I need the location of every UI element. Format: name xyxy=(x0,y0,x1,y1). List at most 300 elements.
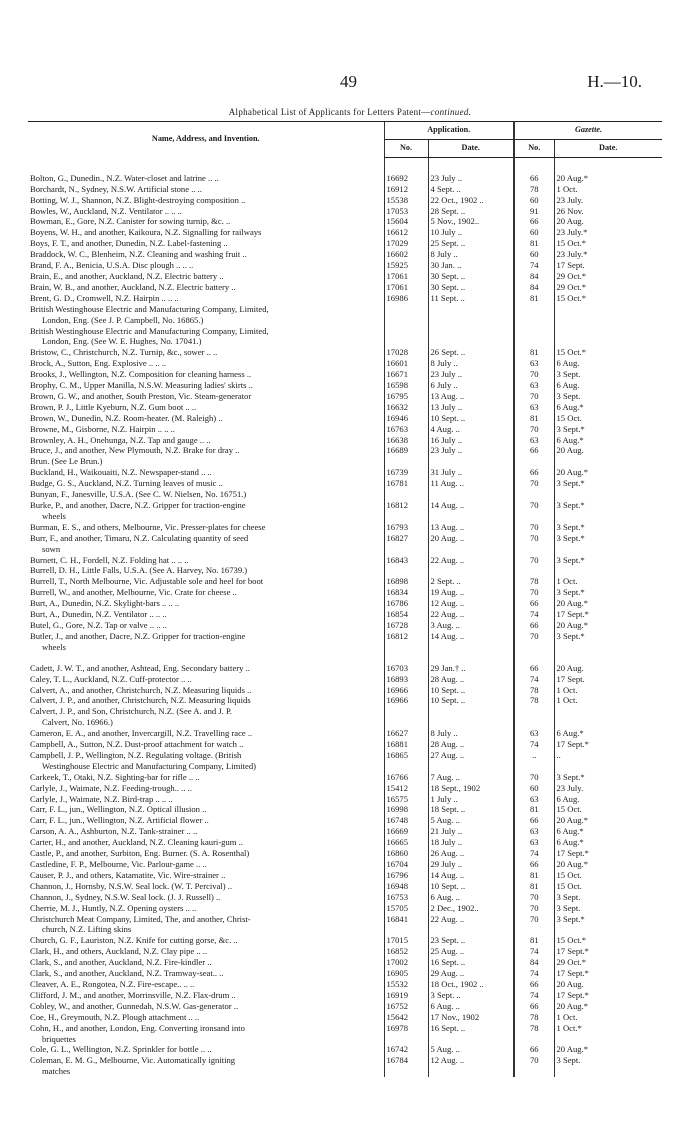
table-row xyxy=(28,750,662,772)
gazette-number-cell: 70 xyxy=(514,391,554,402)
application-number-cell: 16898 xyxy=(384,576,428,587)
applicant-text: Cherrie, M. J., Huntly, N.Z. Opening oysters .. .. xyxy=(30,902,197,913)
gazette-number-cell: 78 xyxy=(514,184,554,195)
gazette-date-cell: 29 Oct.* xyxy=(554,957,662,968)
applicant-name-cell xyxy=(28,227,384,238)
gazette-date-cell xyxy=(554,456,662,467)
applicant-text: Brownley, A. H., Onehunga, N.Z. Tap and gauge .. .. xyxy=(30,434,211,445)
application-number-cell: 16601 xyxy=(384,358,428,369)
table-row xyxy=(28,815,662,826)
gazette-number-cell: 81 xyxy=(514,293,554,304)
applicant-text: Christchurch Meat Company, Limited, The, and another, Christ- xyxy=(30,913,251,924)
application-date-cell: 17 Nov., 1902 xyxy=(428,1012,514,1023)
gazette-number-cell: 70 xyxy=(514,500,554,522)
application-date-cell: 13 Aug. .. xyxy=(428,391,514,402)
applicant-text: Burt, A., Dunedin, N.Z. Ventilator .. .. .. xyxy=(30,609,167,620)
application-date-cell: 18 Sept., 1902 xyxy=(428,783,514,794)
applicant-text: Butel, G., Gore, N.Z. Tap or valve .. .. .. xyxy=(30,619,167,630)
applicant-text: Cohn, H., and another, London, Eng. Converting ironsand into xyxy=(30,1022,245,1033)
applicant-name-cell xyxy=(28,445,384,456)
gazette-number-cell: 66 xyxy=(514,467,554,478)
gazette-number-cell: 66 xyxy=(514,979,554,990)
table-body xyxy=(28,157,662,1077)
applicant-text: Brand, F. A., Benicia, U.S.A. Disc plough .. .. .. xyxy=(30,260,194,271)
applicant-text: Coleman, E. M. G., Melbourne, Vic. Automatically igniting xyxy=(30,1055,236,1066)
applicant-name-cell xyxy=(28,990,384,1001)
application-number-cell: 16669 xyxy=(384,826,428,837)
applicant-text-continued: wheels xyxy=(42,510,66,521)
applicant-name-cell xyxy=(28,706,384,728)
application-number-cell: 16752 xyxy=(384,1001,428,1012)
gazette-date-cell: 17 Sept.* xyxy=(554,848,662,859)
applicant-text: Carr, F. L., jun., Wellington, N.Z. Artificial flower .. xyxy=(30,815,209,826)
applicant-text: Cole, G. L., Wellington, N.Z. Sprinkler for bottle .. .. xyxy=(30,1044,212,1055)
application-date-cell: 8 July .. xyxy=(428,358,514,369)
applicant-name-cell xyxy=(28,620,384,631)
table-row xyxy=(28,347,662,358)
gazette-number-cell: 70 xyxy=(514,914,554,936)
table-row xyxy=(28,837,662,848)
gazette-no-header: No. xyxy=(514,139,554,157)
gazette-date-cell: 3 Sept.* xyxy=(554,631,662,653)
gazette-date-cell: 1 Oct. xyxy=(554,695,662,706)
gazette-number-cell: 78 xyxy=(514,1012,554,1023)
application-number-cell xyxy=(384,456,428,467)
gazette-number-cell: 84 xyxy=(514,282,554,293)
applicant-text-continued: wheels xyxy=(42,641,66,652)
gazette-number-cell: 66 xyxy=(514,216,554,227)
gazette-date-cell: 29 Oct.* xyxy=(554,271,662,282)
applicant-text: Brown, G. W., and another, South Preston, Vic. Steam-generator xyxy=(30,390,252,401)
application-date-cell: 18 Sept. .. xyxy=(428,804,514,815)
table-row xyxy=(28,903,662,914)
applicant-text: Boys, F. T., and another, Dunedin, N.Z. Label-fastening .. xyxy=(30,238,228,249)
gazette-number-cell: 78 xyxy=(514,576,554,587)
gazette-date-cell: 17 Sept.* xyxy=(554,990,662,1001)
applicant-name-cell xyxy=(28,576,384,587)
applicant-text: Clark, S., and another, Auckland, N.Z. Fire-kindler .. xyxy=(30,957,212,968)
gazette-date-cell: 3 Sept.* xyxy=(554,533,662,555)
application-date-cell: 13 July .. xyxy=(428,402,514,413)
applicant-text: Bunyan, F., Janesville, U.S.A. (See C. W. Nielsen, No. 16751.) xyxy=(30,489,247,500)
application-date-cell: 27 Aug. .. xyxy=(428,750,514,772)
gazette-date-cell: 15 Oct.* xyxy=(554,347,662,358)
application-number-cell: 15412 xyxy=(384,783,428,794)
application-date-cell xyxy=(428,489,514,500)
application-date-cell: 29 Aug. .. xyxy=(428,968,514,979)
gazette-date-cell: 15 Oct.* xyxy=(554,293,662,304)
application-date-cell xyxy=(428,565,514,576)
application-date-cell: 26 Sept. .. xyxy=(428,347,514,358)
gazette-date-cell: 15 Oct.* xyxy=(554,935,662,946)
table-row xyxy=(28,369,662,380)
gazette-number-cell: 81 xyxy=(514,881,554,892)
application-date-cell: 25 Aug. .. xyxy=(428,946,514,957)
name-column-header: Name, Address, and Invention. xyxy=(28,122,384,158)
gazette-date-cell xyxy=(554,304,662,326)
applicant-name-cell xyxy=(28,216,384,227)
gazette-number-cell: 74 xyxy=(514,674,554,685)
table-row xyxy=(28,870,662,881)
application-number-cell: 16966 xyxy=(384,695,428,706)
gazette-number-cell: 63 xyxy=(514,728,554,739)
gazette-date-cell: 20 Aug. xyxy=(554,979,662,990)
applicant-text: Botting, W. J., Shannon, N.Z. Blight-destroying composition .. xyxy=(30,194,246,205)
table-row xyxy=(28,184,662,195)
application-date-cell: 8 July .. xyxy=(428,728,514,739)
gazette-date-cell: 1 Oct. xyxy=(554,184,662,195)
application-number-cell xyxy=(384,489,428,500)
applicant-text: Carr, F. L., jun., Wellington, N.Z. Optical illusion .. xyxy=(30,804,207,815)
applicant-name-cell xyxy=(28,946,384,957)
gazette-date-cell: 3 Sept. xyxy=(554,1055,662,1077)
applicant-text: Braddock, W. C., Blenheim, N.Z. Cleaning and washing fruit .. xyxy=(30,249,247,260)
gazette-number-cell: 81 xyxy=(514,347,554,358)
applicant-name-cell xyxy=(28,304,384,326)
table-row xyxy=(28,794,662,805)
applicant-text: Brain, E., and another, Auckland, N.Z. Electric battery .. xyxy=(30,270,224,281)
table-row xyxy=(28,609,662,620)
application-date-cell: 16 Sept. .. xyxy=(428,957,514,968)
applicant-name-cell xyxy=(28,598,384,609)
gazette-number-cell: 63 xyxy=(514,402,554,413)
applicant-text: Cobley, W., and another, Gunnedah, N.S.W. Gas-generator .. xyxy=(30,1000,239,1011)
applicant-text: Clifford, J. M., and another, Morrinsville, N.Z. Flax-drum .. xyxy=(30,989,236,1000)
gazette-number-cell: 66 xyxy=(514,1044,554,1055)
applicant-text: Carkeek, T., Otaki, N.Z. Sighting-bar for rifle .. .. xyxy=(30,771,200,782)
table-row xyxy=(28,576,662,587)
applicant-name-cell xyxy=(28,402,384,413)
applicant-name-cell xyxy=(28,326,384,348)
gazette-number-cell: 60 xyxy=(514,783,554,794)
applicant-text: Channon, J., Sydney, N.S.W. Seal lock. (J. J. Russell) .. xyxy=(30,891,221,902)
applicant-text: Carter, H., and another, Auckland, N.Z. Cleaning kauri-gum .. xyxy=(30,837,243,848)
gazette-date-cell: 15 Oct. xyxy=(554,881,662,892)
gazette-date-cell: 23 July. xyxy=(554,783,662,794)
gazette-date-cell: 20 Aug.* xyxy=(554,859,662,870)
header-row-top xyxy=(28,122,662,140)
application-no-header: No. xyxy=(384,139,428,157)
table-row xyxy=(28,489,662,500)
applicant-name-cell xyxy=(28,478,384,489)
gazette-date-cell xyxy=(554,706,662,728)
application-date-cell: 2 Dec., 1902.. xyxy=(428,903,514,914)
gazette-number-cell: 66 xyxy=(514,663,554,674)
table-row xyxy=(28,380,662,391)
application-date-cell: 13 Aug. .. xyxy=(428,522,514,533)
application-date-cell: 11 Sept. .. xyxy=(428,293,514,304)
gazette-date-cell: 23 July.* xyxy=(554,227,662,238)
gazette-number-cell: 66 xyxy=(514,815,554,826)
table-row xyxy=(28,533,662,555)
table-row xyxy=(28,826,662,837)
application-date-cell xyxy=(428,304,514,326)
gazette-date-cell: 1 Oct. xyxy=(554,576,662,587)
applicant-name-cell xyxy=(28,391,384,402)
table-row xyxy=(28,1001,662,1012)
applicant-name-cell xyxy=(28,935,384,946)
application-date-cell: 29 Jan.† .. xyxy=(428,663,514,674)
document-reference: H.—10. xyxy=(587,72,642,91)
application-date-cell: 29 July .. xyxy=(428,859,514,870)
applicant-text-continued: church, N.Z. Lifting skins xyxy=(42,924,132,935)
gazette-number-cell: 70 xyxy=(514,555,554,566)
application-date-cell: 4 Sept. .. xyxy=(428,184,514,195)
application-number-cell: 16812 xyxy=(384,500,428,522)
application-number-cell: 16893 xyxy=(384,674,428,685)
applicant-text: Burnett, C. H., Fordell, N.Z. Folding hat .. .. .. xyxy=(30,554,189,565)
application-number-cell: 16728 xyxy=(384,620,428,631)
application-date-cell: 23 July .. xyxy=(428,369,514,380)
applicant-text: Clark, H., and others, Auckland, N.Z. Clay pipe .. .. xyxy=(30,946,208,957)
table-row xyxy=(28,695,662,706)
application-number-cell: 16912 xyxy=(384,184,428,195)
applicant-text: Budge, G. S., Auckland, N.Z. Turning leaves of music .. xyxy=(30,478,223,489)
applicant-text: Cameron, E. A., and another, Invercargill, N.Z. Travelling race .. xyxy=(30,728,253,739)
gazette-date-cell: 3 Sept.* xyxy=(554,587,662,598)
application-number-cell: 16986 xyxy=(384,293,428,304)
applicant-text: British Westinghouse Electric and Manufacturing Company, Limited, xyxy=(30,325,269,336)
gazette-number-cell: 74 xyxy=(514,946,554,957)
applicant-name-cell xyxy=(28,750,384,772)
applicant-text: Campbell, A., Sutton, N.Z. Dust-proof attachment for watch .. xyxy=(30,739,244,750)
gazette-date-cell: 3 Sept. xyxy=(554,903,662,914)
gazette-date-cell xyxy=(554,565,662,576)
applicant-name-cell xyxy=(28,728,384,739)
application-date-cell: 16 Sept. .. xyxy=(428,1023,514,1045)
gazette-number-cell: 66 xyxy=(514,1001,554,1012)
gazette-date-cell: 1 Oct. xyxy=(554,685,662,696)
applicant-text: Brown, P. J., Little Kyeburn, N.Z. Gum boot .. .. xyxy=(30,401,197,412)
gazette-date-cell: 17 Sept.* xyxy=(554,946,662,957)
table-row xyxy=(28,326,662,348)
application-number-cell: 15642 xyxy=(384,1012,428,1023)
gazette-date-cell: 20 Aug.* xyxy=(554,598,662,609)
application-number-cell: 16860 xyxy=(384,848,428,859)
application-number-cell: 16632 xyxy=(384,402,428,413)
applicant-text: Brophy, C. M., Upper Manilla, N.S.W. Measuring ladies' skirts .. xyxy=(30,380,253,391)
applicant-name-cell xyxy=(28,848,384,859)
application-number-cell: 16784 xyxy=(384,1055,428,1077)
application-date-cell: 10 Sept. .. xyxy=(428,881,514,892)
application-date-cell: 5 Nov., 1902.. xyxy=(428,216,514,227)
application-date-cell: 1 July .. xyxy=(428,794,514,805)
application-date-cell: 8 July .. xyxy=(428,249,514,260)
table-row xyxy=(28,293,662,304)
application-date-cell: 23 July .. xyxy=(428,445,514,456)
gazette-date-cell: 20 Aug.* xyxy=(554,620,662,631)
gazette-date-cell: 20 Aug.* xyxy=(554,1044,662,1055)
applicant-name-cell xyxy=(28,1012,384,1023)
gazette-number-cell: 70 xyxy=(514,1055,554,1077)
gazette-group-header: Gazette. xyxy=(514,122,662,140)
application-number-cell: 16919 xyxy=(384,990,428,1001)
gazette-number-cell: 70 xyxy=(514,424,554,435)
application-number-cell: 16854 xyxy=(384,609,428,620)
application-date-cell: 30 Jan. .. xyxy=(428,260,514,271)
applicant-text: Calvert, J. P., and another, Christchurch, N.Z. Measuring liquids xyxy=(30,695,251,706)
application-date-cell: 28 Aug. .. xyxy=(428,674,514,685)
applicant-text-continued: London, Eng. (See J. P. Campbell, No. 16865.) xyxy=(42,314,204,325)
gazette-date-cell: 3 Sept.* xyxy=(554,555,662,566)
table-row xyxy=(28,946,662,957)
application-number-cell: 16665 xyxy=(384,837,428,848)
applicant-text: Brock, A., Sutton, Eng. Explosive .. .. .. xyxy=(30,358,167,369)
table-row xyxy=(28,260,662,271)
applicants-table xyxy=(28,121,662,1077)
applicant-name-cell xyxy=(28,358,384,369)
application-number-cell: 16781 xyxy=(384,478,428,489)
applicant-name-cell xyxy=(28,271,384,282)
application-number-cell: 16834 xyxy=(384,587,428,598)
gazette-date-cell: .. xyxy=(554,750,662,772)
application-number-cell: 15705 xyxy=(384,903,428,914)
gazette-number-cell: 84 xyxy=(514,271,554,282)
applicant-name-cell xyxy=(28,739,384,750)
application-date-cell: 22 Aug. .. xyxy=(428,555,514,566)
application-number-cell: 16742 xyxy=(384,1044,428,1055)
table-row xyxy=(28,859,662,870)
application-date-cell: 14 Aug. .. xyxy=(428,500,514,522)
gazette-number-cell: 81 xyxy=(514,935,554,946)
gazette-date-cell: 6 Aug.* xyxy=(554,402,662,413)
applicant-name-cell xyxy=(28,435,384,446)
application-date-cell: 10 Sept. .. xyxy=(428,685,514,696)
application-number-cell xyxy=(384,706,428,728)
application-number-cell: 16638 xyxy=(384,435,428,446)
gazette-number-cell: 66 xyxy=(514,173,554,184)
gazette-date-cell: 6 Aug.* xyxy=(554,728,662,739)
application-number-cell: 16978 xyxy=(384,1023,428,1045)
gazette-number-cell: 81 xyxy=(514,238,554,249)
gazette-date-cell: 29 Oct.* xyxy=(554,282,662,293)
applicant-text: Castledine, F. P., Melbourne, Vic. Parlour-game .. .. xyxy=(30,859,207,869)
table-row xyxy=(28,500,662,522)
table-row xyxy=(28,467,662,478)
applicant-text: Cadett, J. W. T., and another, Ashtead, Eng. Secondary battery .. xyxy=(30,662,250,673)
application-number-cell: 17028 xyxy=(384,347,428,358)
gazette-date-cell xyxy=(554,489,662,500)
applicant-text: Burr, F., and another, Timaru, N.Z. Calculating quantity of seed xyxy=(30,532,249,543)
application-number-cell: 16763 xyxy=(384,424,428,435)
applicant-text-continued: briquettes xyxy=(42,1033,76,1044)
application-date-cell: 7 Aug. .. xyxy=(428,772,514,783)
application-number-cell: 16766 xyxy=(384,772,428,783)
gazette-number-cell: 74 xyxy=(514,968,554,979)
application-number-cell: 16827 xyxy=(384,533,428,555)
table-row xyxy=(28,739,662,750)
table-row xyxy=(28,631,662,653)
application-number-cell: 16793 xyxy=(384,522,428,533)
applicant-name-cell xyxy=(28,533,384,555)
applicant-name-cell xyxy=(28,631,384,653)
gazette-number-cell: 78 xyxy=(514,685,554,696)
application-number-cell: 16852 xyxy=(384,946,428,957)
gazette-date-cell: 17 Sept. xyxy=(554,260,662,271)
gazette-number-cell xyxy=(514,489,554,500)
applicant-text: Brown, W., Dunedin, N.Z. Room-heater. (M. Raleigh) .. xyxy=(30,412,223,423)
gazette-date-cell: 1 Oct. xyxy=(554,1012,662,1023)
applicant-text: British Westinghouse Electric and Manufacturing Company, Limited, xyxy=(30,303,269,314)
gazette-number-cell: 74 xyxy=(514,260,554,271)
applicant-text: Cleaver, A. E., Rongotea, N.Z. Fire-escape.. .. .. xyxy=(30,978,195,989)
table-row xyxy=(28,413,662,424)
application-date-cell: 14 Aug. .. xyxy=(428,631,514,653)
applicant-text: Calvert, J. P., and Son, Christchurch, N.Z. (See A. and J. P. xyxy=(30,706,232,717)
table-row xyxy=(28,990,662,1001)
application-number-cell: 16843 xyxy=(384,555,428,566)
gazette-date-cell: 17 Sept.* xyxy=(554,968,662,979)
table-row xyxy=(28,804,662,815)
application-date-cell: 10 Sept. .. xyxy=(428,413,514,424)
gazette-date-cell: 6 Aug. xyxy=(554,358,662,369)
gazette-date-cell: 23 July. xyxy=(554,195,662,206)
applicant-name-cell xyxy=(28,500,384,522)
application-number-cell: 17015 xyxy=(384,935,428,946)
table-row xyxy=(28,227,662,238)
gazette-number-cell: 66 xyxy=(514,620,554,631)
table-row xyxy=(28,598,662,609)
applicant-name-cell xyxy=(28,914,384,936)
application-group-header: Application. xyxy=(384,122,514,140)
gazette-number-cell: 78 xyxy=(514,1023,554,1045)
application-date-cell: 22 Aug. .. xyxy=(428,609,514,620)
applicant-name-cell xyxy=(28,565,384,576)
gazette-date-header: Date. xyxy=(554,139,662,157)
application-date-cell: 30 Sept. .. xyxy=(428,282,514,293)
application-date-cell: 5 Aug. .. xyxy=(428,1044,514,1055)
applicant-text: Castle, P., and another, Surbiton, Eng. Burner. (S. A. Rosenthal) xyxy=(30,848,250,859)
application-date-cell: 28 Aug. .. xyxy=(428,739,514,750)
table-row xyxy=(28,282,662,293)
applicant-name-cell xyxy=(28,1044,384,1055)
table-row xyxy=(28,522,662,533)
gazette-number-cell: 78 xyxy=(514,695,554,706)
application-date-cell: 5 Aug. .. xyxy=(428,815,514,826)
table-row xyxy=(28,968,662,979)
gazette-number-cell: 74 xyxy=(514,739,554,750)
gazette-date-cell: 20 Aug.* xyxy=(554,1001,662,1012)
applicant-text: Carlyle, J., Waimate, N.Z. Feeding-trough.. .. .. xyxy=(30,782,192,793)
table-row xyxy=(28,555,662,566)
application-number-cell: 16689 xyxy=(384,445,428,456)
application-number-cell: 16966 xyxy=(384,685,428,696)
table-row xyxy=(28,772,662,783)
gazette-number-cell: 70 xyxy=(514,587,554,598)
application-date-cell: 22 Oct., 1902 .. xyxy=(428,195,514,206)
table-row xyxy=(28,848,662,859)
gazette-date-cell: 17 Sept.* xyxy=(554,739,662,750)
application-date-cell: 19 Aug. .. xyxy=(428,587,514,598)
applicant-text: Bowman, E., Gore, N.Z. Canister for sowing turnip, &c. .. xyxy=(30,216,231,227)
gazette-number-cell: 66 xyxy=(514,859,554,870)
applicant-text: Bruce, J., and another, New Plymouth, N.Z. Brake for dray .. xyxy=(30,445,240,456)
table-row xyxy=(28,1055,662,1077)
application-number-cell: 16881 xyxy=(384,739,428,750)
table-row xyxy=(28,435,662,446)
applicant-text: Boyens, W. H., and another, Kaikoura, N.Z. Signalling for railways xyxy=(30,227,262,238)
table-row xyxy=(28,271,662,282)
applicant-text: Burt, A., Dunedin, N.Z. Skylight-bars .. .. .. xyxy=(30,598,180,609)
application-number-cell: 16598 xyxy=(384,380,428,391)
gazette-number-cell: 70 xyxy=(514,533,554,555)
application-number-cell: 16703 xyxy=(384,663,428,674)
applicant-name-cell xyxy=(28,467,384,478)
application-number-cell: 16946 xyxy=(384,413,428,424)
gazette-date-cell: 3 Sept.* xyxy=(554,424,662,435)
applicant-text: Borchardt, N., Sydney, N.S.W. Artificial stone .. .. xyxy=(30,183,202,194)
table-row xyxy=(28,892,662,903)
